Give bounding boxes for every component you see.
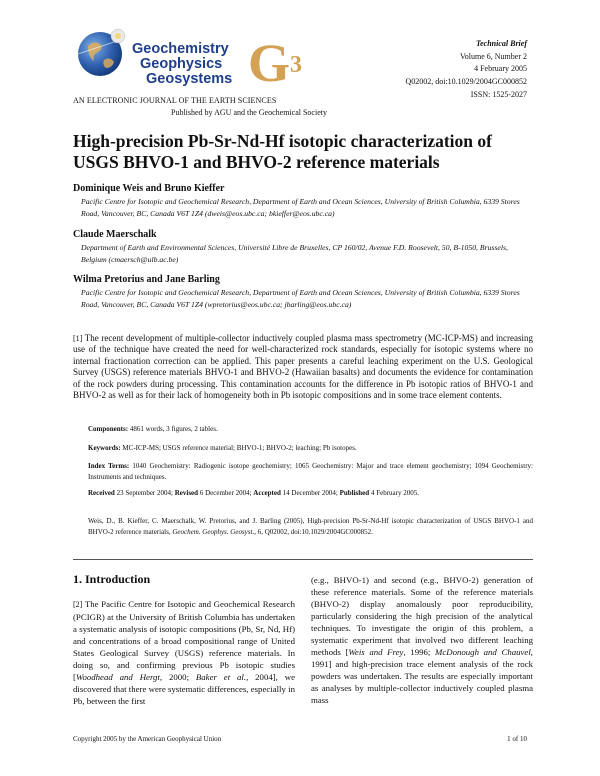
paper-title: High-precision Pb-Sr-Nd-Hf isotopic characterization of USGS BHVO-1 and BHVO-2 reference materials	[73, 131, 492, 172]
components-line	[88, 424, 533, 435]
author-group-2: Claude Maerschalk	[73, 229, 157, 240]
journal-name	[132, 42, 232, 87]
affiliation-2: Department of Earth and Environmental Sciences, Université Libre de Bruxelles, CP 160/02, Avenue F.D. Roosevelt, 50, B-1050, Brussels, Belgium (cmaersch@ulb.ac.be)	[81, 243, 508, 264]
g3-superscript: 3	[290, 52, 303, 78]
publication-date: 4 February 2005	[474, 64, 527, 74]
components-text: 4861 words, 3 figures, 2 tables.	[129, 425, 218, 433]
intro-left-text-b: , 2004], we discovered that there were systematic differences, especially in Pb, between the first	[73, 672, 295, 706]
revised-label: Revised	[174, 489, 199, 497]
publisher-line: Published by AGU and the Geochemical Society	[171, 108, 327, 117]
journal-line-1: Geochemistry	[132, 41, 229, 57]
volume-number: Volume 6, Number 2	[460, 51, 527, 61]
citation	[88, 516, 533, 539]
intro-left-text-a: The Pacific Centre for Isotopic and Geochemical Research (PCIGR) at the University of British Columbia has undertaken a systematic analysis of isotopic compositions (Pb, Sr, Nd, Hf) and concentrations of a broad compositional range of United States Geological Survey (USGS) reference materials. In doing so, and confirming previous Pb isotopic studies [	[73, 599, 295, 682]
ref-woodhead-hergt: Woodhead and Hergt	[75, 672, 160, 682]
section-heading: 1. Introduction	[73, 572, 151, 586]
g3-logo	[248, 33, 303, 93]
affiliation-1: Pacific Centre for Isotopic and Geochemical Research, Department of Earth and Ocean Sciences, University of British Columbia, 6339 Stores Road, Vancouver, BC, Canada V6T 1Z4 (dweis@eos.ubc.ca; bkieffer@eos.ubc.ca)	[81, 197, 520, 218]
globe-logo-icon	[74, 24, 130, 80]
article-dates	[88, 488, 533, 499]
intro-left-column	[73, 598, 295, 707]
accepted-label: Accepted	[253, 489, 281, 497]
doi: Q02002, doi:10.1029/2004GC000852	[405, 77, 527, 87]
accepted-date: 14 December 2004;	[282, 489, 338, 497]
page-number: 1 of 10	[507, 735, 527, 743]
article-type: Technical Brief	[475, 39, 527, 48]
intro-right-column	[311, 574, 533, 706]
index-terms-label: Index Terms:	[88, 462, 130, 470]
revised-date: 6 December 2004;	[199, 489, 252, 497]
ref3-year: , 1996;	[403, 647, 435, 657]
abstract-paragraph-number: [1]	[73, 334, 83, 343]
author-group-1: Dominique Weis and Bruno Kieffer	[73, 183, 225, 194]
received-label: Received	[88, 489, 115, 497]
intro-right-text-a: (e.g., BHVO-1) and second (e.g., BHVO-2) generation of these reference materials. Some of the reference materials (BHVO-2) display anomalously poor reproducibility, particularly considering the high precision of the analytical techniques. To investigate the origin of this problem, a systematic experiment that involved two different leaching methods [	[311, 575, 533, 657]
author-group-3: Wilma Pretorius and Jane Barling	[73, 274, 220, 285]
citation-text: Weis, D., B. Kieffer, C. Maerschalk, W. Pretorius, and J. Barling (2005), High-precision Pb-Sr-Nd-Hf isotopic characterization of USGS BHVO-1 and BHVO-2 reference materials,	[88, 517, 533, 537]
keywords-line	[88, 443, 533, 454]
abstract	[73, 333, 533, 401]
ref-weis-frey: Weis and Frey	[348, 647, 404, 657]
ref-mcdonough-chauvel: McDonough and Chauvel	[435, 647, 531, 657]
published-date: 4 February 2005.	[370, 489, 419, 497]
intro-right-text-b: , 1991] and high-precision trace element analysis of the rock powders was undertaken. The results are especially important as analyses by multiple-collector inductively coupled plasma mass	[311, 647, 533, 705]
components-label: Components:	[88, 425, 129, 433]
index-terms-text: 1040 Geochemistry: Radiogenic isotope geochemistry; 1065 Geochemistry: Major and trace element geochemistry; 1094 Geochemistry: Instruments and techniques.	[88, 462, 533, 482]
index-terms	[88, 461, 533, 484]
copyright: Copyright 2005 by the American Geophysical Union	[73, 735, 222, 743]
intro-paragraph-number: [2]	[73, 600, 83, 609]
citation-rest: , 6, Q02002, doi:10.1029/2004GC000852.	[254, 528, 373, 537]
published-label: Published	[339, 489, 370, 497]
g3-letter: G	[248, 33, 291, 93]
ref1-year: , 2000;	[159, 672, 196, 682]
divider-rule	[73, 559, 533, 560]
journal-line-2: Geophysics	[140, 56, 223, 72]
abstract-text: The recent development of multiple-collector inductively coupled plasma mass spectrometry (MC-ICP-MS) and increasing use of the technique have created the need for well-characterized rock standards, especially for isotopic systems where no internal fractionation correction can be applied. This paper presents a careful leaching experiment on the U.S. Geological Survey (USGS) reference materials BHVO-1 and BHVO-2 (Hawaiian basalts) and documents the evidence for contamination of the rock powders during processing. This contamination accounts for the difference in Pb isotopic ratios of BHVO-1 and BHVO-2 as well as for their lack of homogeneity both in Pb isotopic compositions and in some trace element contents.	[73, 333, 533, 401]
keywords-label: Keywords:	[88, 444, 121, 452]
journal-tagline: AN ELECTRONIC JOURNAL OF THE EARTH SCIENCES	[73, 96, 277, 105]
ref-baker: Baker et al.	[195, 672, 247, 682]
affiliation-3: Pacific Centre for Isotopic and Geochemical Research, Department of Earth and Ocean Sciences, University of British Columbia, 6339 Stores Road, Vancouver, BC, Canada V6T 1Z4 (wpretorius@eos.ubc.ca; jbarling@eos.ubc.ca)	[81, 288, 520, 309]
keywords-text: MC-ICP-MS; USGS reference material; BHVO-1; BHVO-2; leaching; Pb isotopes.	[122, 444, 357, 452]
issn: ISSN: 1525-2027	[470, 89, 527, 99]
journal-line-3: Geosystems	[146, 71, 233, 87]
received-date: 23 September 2004;	[116, 489, 173, 497]
citation-journal: Geochem. Geophys. Geosyst.	[172, 528, 255, 537]
article-meta	[405, 38, 527, 102]
